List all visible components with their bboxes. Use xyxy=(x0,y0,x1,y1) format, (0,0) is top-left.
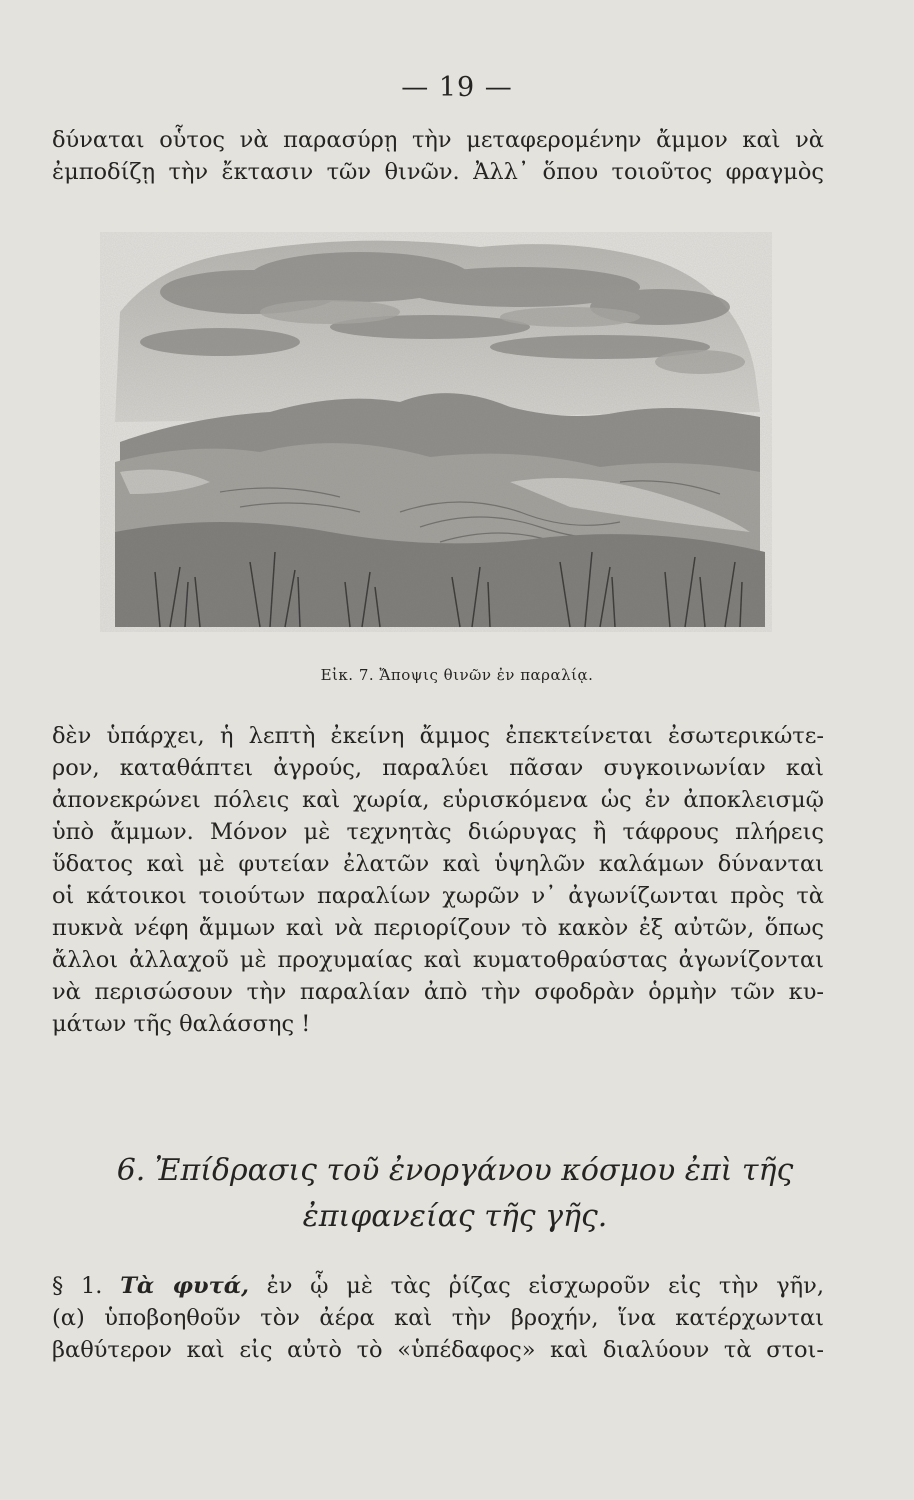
text-line: ρον, καταθάπτει ἀγρούς, παραλύει πᾶσαν συγκοινωνίαν καὶ xyxy=(52,755,824,781)
text-line: ὑπὸ ἄμμων. Μόνον μὲ τεχνητὰς διώρυγας ἢ τάφρους πλήρεις xyxy=(52,819,824,845)
top-paragraph xyxy=(52,124,824,188)
text-line: ἀπονεκρώνει πόλεις καὶ χωρία, εὑρισκόμενα ὡς ἐν ἀποκλεισμῷ xyxy=(52,787,824,813)
text-line: ἄλλοι ἀλλαχοῦ μὲ προχυμαίας καὶ κυματοθραύστας ἀγωνίζονται xyxy=(52,947,824,973)
emphasis-term: Τὰ φυτά, xyxy=(120,1273,249,1299)
text-line: ὕδατος καὶ μὲ φυτείαν ἐλατῶν καὶ ὑψηλῶν καλάμων δύνανται xyxy=(52,851,824,877)
dunes-landscape-illustration xyxy=(100,232,772,632)
page-number: — 19 — xyxy=(401,72,513,103)
text-line: οἱ κάτοικοι τοιούτων παραλίων χωρῶν ν᾽ ἀγωνίζωνται πρὸς τὰ xyxy=(52,883,824,909)
section-heading xyxy=(60,1148,850,1240)
text-line: (α) ὑποβοηθοῦν τὸν ἀέρα καὶ τὴν βροχήν, ἵνα κατέρχωνται xyxy=(52,1305,824,1331)
text-line: μάτων τῆς θαλάσσης ! xyxy=(52,1011,311,1037)
text-line: δὲν ὑπάρχει, ἡ λεπτὴ ἐκείνη ἄμμος ἐπεκτείνεται ἐσωτερικώτε- xyxy=(52,723,824,749)
text-line: δύναται οὗτος νὰ παρασύρῃ τὴν μεταφερομένην ἄμμον καὶ νὰ xyxy=(52,127,824,153)
text-line: νὰ περισώσουν τὴν παραλίαν ἀπὸ τὴν σφοδρὰν ὁρμὴν τῶν κυ- xyxy=(52,979,824,1005)
text-line: πυκνὰ νέφη ἄμμων καὶ νὰ περιορίζουν τὸ κακὸν ἐξ αὐτῶν, ὅπως xyxy=(52,915,824,941)
body-paragraph xyxy=(52,720,824,1040)
figure-caption: Εἰκ. 7. Ἄποψις θινῶν ἐν παραλίᾳ. xyxy=(320,666,594,684)
final-paragraph xyxy=(52,1270,824,1366)
section-mark: § 1. xyxy=(52,1273,103,1299)
text-line: βαθύτερον καὶ εἰς αὐτὸ τὸ «ὑπέδαφος» καὶ διαλύουν τὰ στοι- xyxy=(52,1337,824,1363)
text-line: ἐμποδίζῃ τὴν ἔκτασιν τῶν θινῶν. Ἀλλ᾽ ὅπου τοιοῦτος φραγμὸς xyxy=(52,159,824,185)
text-fragment: ἐν ᾧ μὲ τὰς ῥίζας εἰσχωροῦν εἰς τὴν γῆν, xyxy=(266,1273,824,1299)
section-title-line-1: Ἐπίδρασις τοῦ ἐνοργάνου κόσμου ἐπὶ τῆς xyxy=(154,1153,794,1188)
section-title-line-2: ἐπιφανείας τῆς γῆς. xyxy=(302,1199,608,1234)
section-number: 6. xyxy=(116,1153,146,1188)
